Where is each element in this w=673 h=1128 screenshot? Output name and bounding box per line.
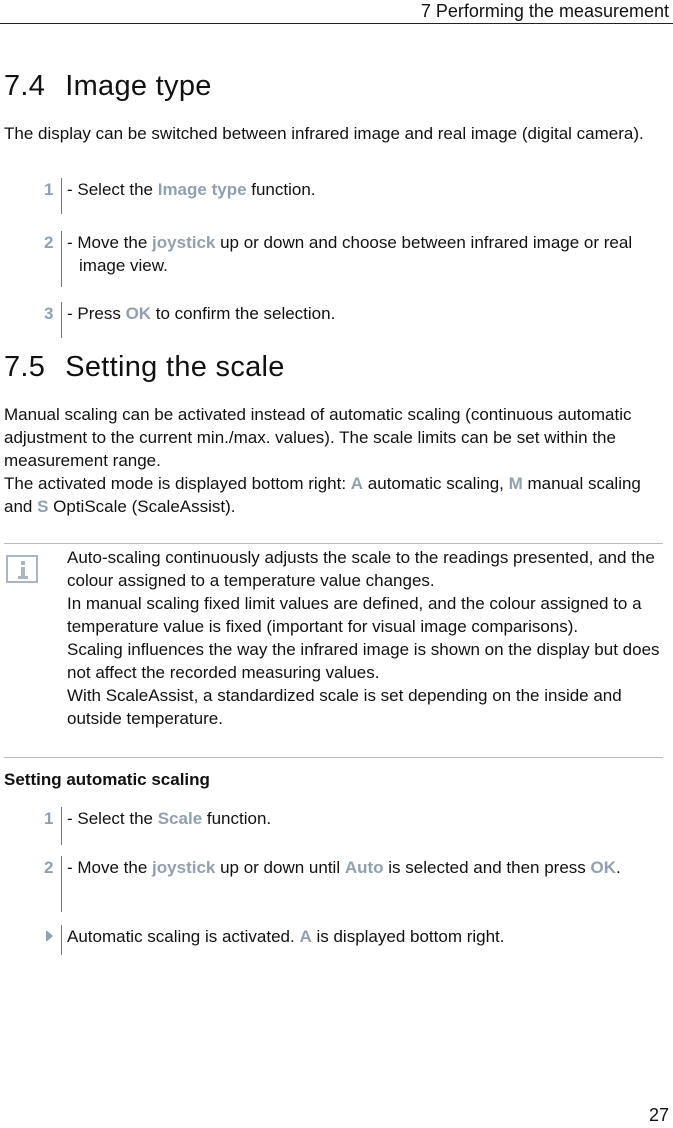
step-bar <box>61 302 62 338</box>
step-number: 2 <box>44 233 54 252</box>
step-text: - Move the joystick up or down and choose between infrared image or real image view. <box>67 233 633 275</box>
mode-letter-s: S <box>37 497 49 516</box>
step-text: - Select the Scale function. <box>67 809 272 828</box>
note-line: Auto-scaling continuously adjusts the scale to the readings presented, and the colour assigned to a temperature value changes. <box>67 548 655 590</box>
step-bar <box>61 178 62 214</box>
mode-letter-a: A <box>299 927 312 946</box>
section-heading-7-5 <box>4 351 285 384</box>
ui-term: Auto <box>344 858 384 877</box>
step-1 <box>0 178 673 216</box>
step-text: - Move the joystick up or down until Auto is selected and then press OK. <box>67 858 621 877</box>
section-title: Image type <box>65 70 212 102</box>
step-bar <box>61 231 62 287</box>
step-text: - Press OK to confirm the selection. <box>67 304 336 323</box>
info-icon <box>6 555 38 583</box>
step-number: 2 <box>44 858 54 877</box>
ui-term: Scale <box>157 809 203 828</box>
step-bar <box>61 925 62 955</box>
section-number: 7.5 <box>4 351 46 383</box>
ui-term: OK <box>590 858 617 877</box>
mode-letter-m: M <box>508 474 523 493</box>
auto-result <box>0 925 673 955</box>
scale-intro-paragraph: Manual scaling can be activated instead of automatic scaling (continuous automatic adjustment to the current min./max. values). The scale limits can be set within the measurement range. <box>4 405 632 470</box>
note-top-rule <box>4 543 663 544</box>
section-title: Setting the scale <box>65 351 285 383</box>
step-number: 1 <box>44 180 54 199</box>
step-bar <box>61 807 62 845</box>
ui-term: OK <box>125 304 152 323</box>
mode-letter-a: A <box>350 474 364 493</box>
section-heading-7-4 <box>4 70 212 103</box>
note-line: With ScaleAssist, a standardized scale is set depending on the inside and outside temperature. <box>67 686 622 728</box>
step-text: - Select the Image type function. <box>67 180 316 199</box>
triangle-right-icon <box>46 930 53 942</box>
auto-step-1 <box>0 807 673 845</box>
running-header: 7 Performing the measurement <box>420 1 669 21</box>
ui-term: joystick <box>152 233 216 252</box>
header-rule <box>0 23 673 24</box>
intro-paragraph: The display can be switched between infrared image and real image (digital camera). <box>4 124 644 143</box>
section-number: 7.4 <box>4 70 46 102</box>
note-line: Scaling influences the way the infrared image is shown on the display but does not affect the recorded measuring values. <box>67 640 660 682</box>
step-number: 3 <box>44 304 54 323</box>
step-3 <box>0 302 673 340</box>
step-2 <box>0 231 673 287</box>
ui-term: Image type <box>157 180 247 199</box>
ui-term: joystick <box>152 858 216 877</box>
note-line: In manual scaling fixed limit values are defined, and the colour assigned to a temperature value is fixed (important for visual image comparisons). <box>67 594 642 636</box>
note-bottom-rule <box>4 757 663 758</box>
page-number: 27 <box>648 1105 669 1125</box>
mode-paragraph: The activated mode is displayed bottom right: A automatic scaling, M manual scaling and S OptiScale (ScaleAssist). <box>4 474 641 516</box>
step-number: 1 <box>44 809 54 828</box>
result-text: Automatic scaling is activated. A is displayed bottom right. <box>67 927 505 946</box>
subheading: Setting automatic scaling <box>4 770 210 789</box>
auto-step-2 <box>0 856 673 912</box>
note-text <box>67 546 663 730</box>
step-bar <box>61 856 62 912</box>
